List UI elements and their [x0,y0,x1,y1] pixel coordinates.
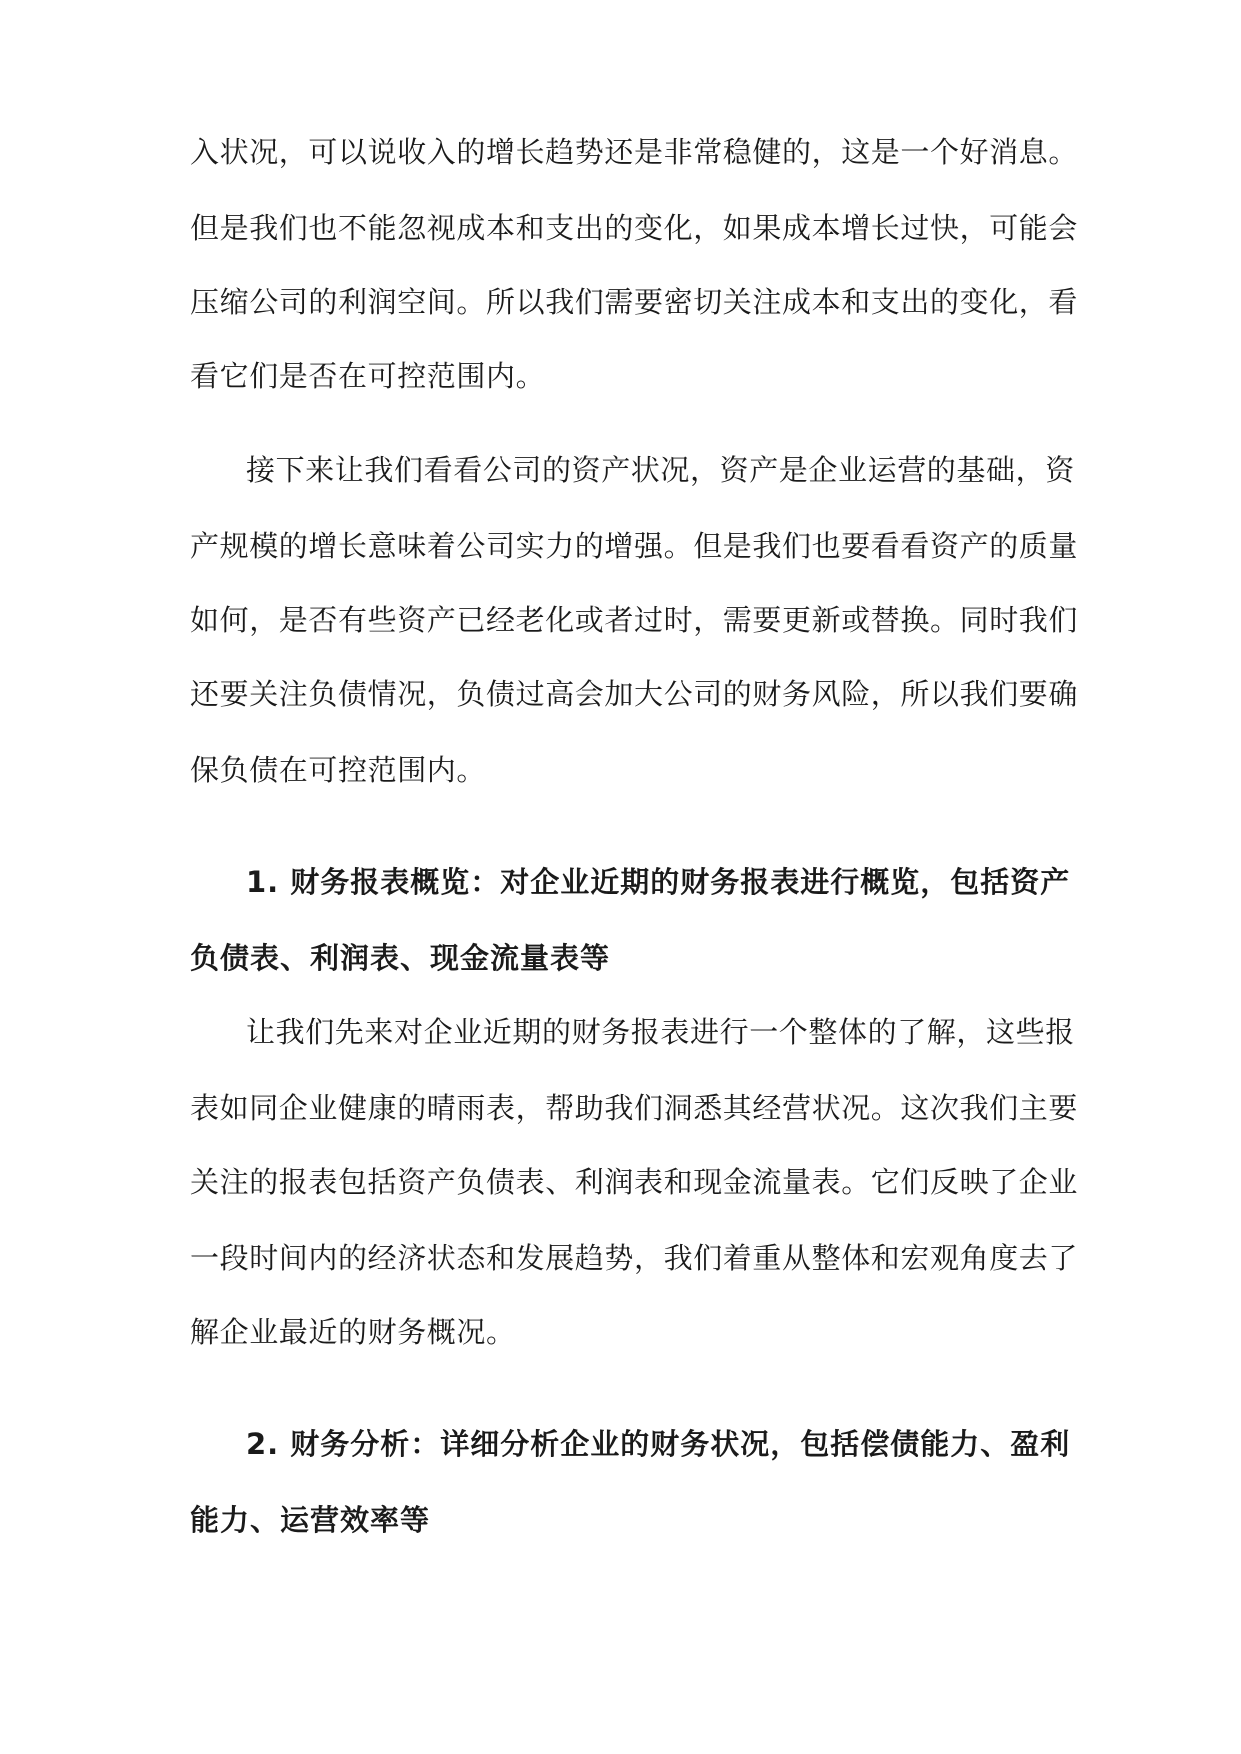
paragraph-line: 一段时间内的经济状态和发展趋势，我们着重从整体和宏观角度去了 [190,1241,1079,1275]
section-heading: 能力、运营效率等 [190,1503,431,1537]
paragraph-line: 接下来让我们看看公司的资产状况，资产是企业运营的基础，资 [246,453,1075,487]
paragraph-line: 看它们是否在可控范围内。 [190,359,546,393]
paragraph-line: 压缩公司的利润空间。所以我们需要密切关注成本和支出的变化，看 [190,285,1079,319]
paragraph-line: 如何，是否有些资产已经老化或者过时，需要更新或替换。同时我们 [190,603,1079,637]
paragraph-line: 让我们先来对企业近期的财务报表进行一个整体的了解，这些报 [246,1015,1075,1049]
section-heading: 2. 财务分析：详细分析企业的财务状况，包括偿债能力、盈利 [246,1427,1071,1461]
paragraph-line: 表如同企业健康的晴雨表，帮助我们洞悉其经营状况。这次我们主要 [190,1091,1079,1125]
paragraph-line: 还要关注负债情况，负债过高会加大公司的财务风险，所以我们要确 [190,677,1079,711]
paragraph-line: 产规模的增长意味着公司实力的增强。但是我们也要看看资产的质量 [190,529,1079,563]
paragraph-line: 保负债在可控范围内。 [190,753,487,787]
section-heading: 1. 财务报表概览：对企业近期的财务报表进行概览，包括资产 [246,865,1071,899]
paragraph-line: 但是我们也不能忽视成本和支出的变化，如果成本增长过快，可能会 [190,211,1079,245]
section-heading: 负债表、利润表、现金流量表等 [190,941,611,975]
paragraph-line: 入状况，可以说收入的增长趋势还是非常稳健的，这是一个好消息。 [190,135,1079,169]
paragraph-line: 解企业最近的财务概况。 [190,1315,516,1349]
paragraph-line: 关注的报表包括资产负债表、利润表和现金流量表。它们反映了企业 [190,1165,1079,1199]
